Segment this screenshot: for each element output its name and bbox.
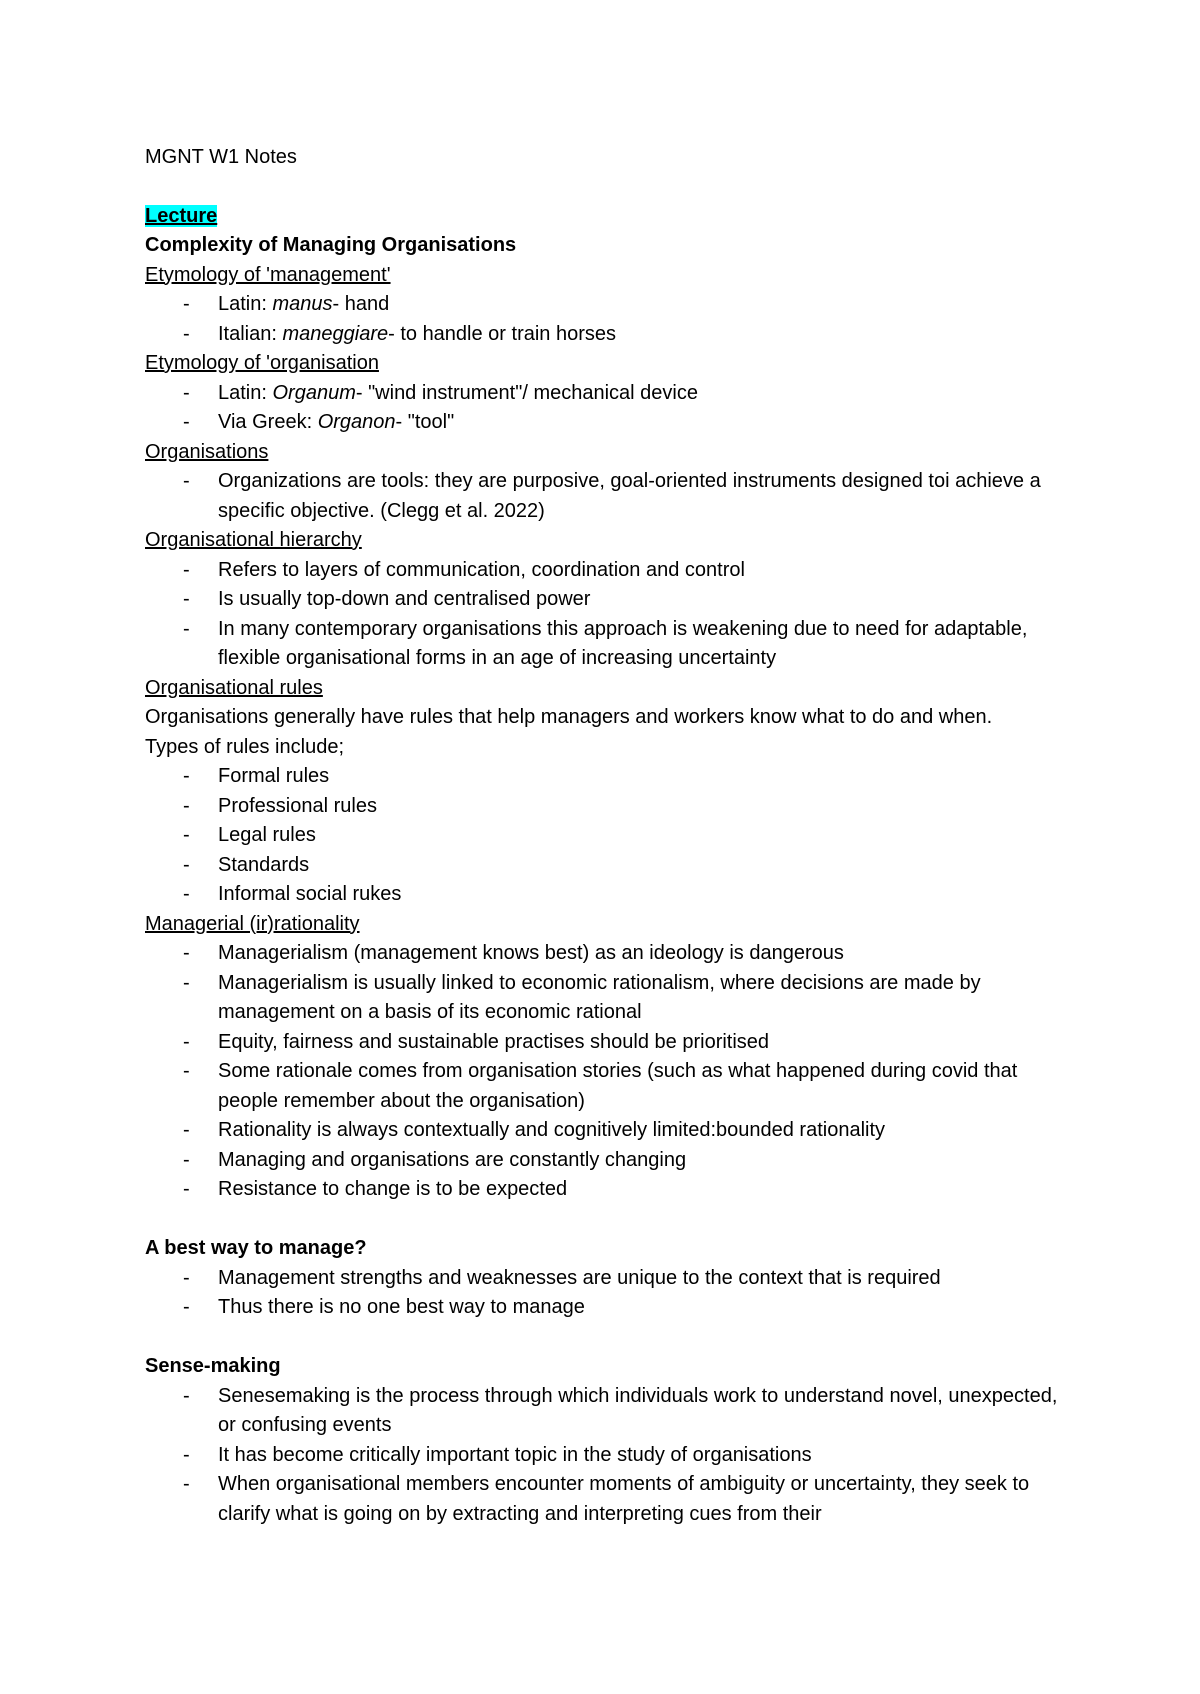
bullet-dash: -	[183, 942, 190, 964]
bullet-dash: -	[183, 1473, 190, 1495]
list-item: - Thus there is no one best way to manage	[145, 1293, 1065, 1323]
list-item: - Refers to layers of communication, coordination and control	[145, 556, 1065, 586]
list-item: - In many contemporary organisations this approach is weakening due to need for adaptable, flexible organisational forms in an age of increasing uncertainty	[145, 615, 1065, 674]
list-item: - Legal rules	[145, 821, 1065, 851]
list-item: - Latin: manus- hand	[145, 290, 1065, 320]
list-item: - Informal social rukes	[145, 880, 1065, 910]
bullet-dash: -	[183, 1296, 190, 1318]
bullet-dash: -	[183, 293, 190, 315]
list-item: - Senesemaking is the process through which individuals work to understand novel, unexpected, or confusing events	[145, 1382, 1065, 1441]
bullet-dash: -	[183, 470, 190, 492]
main-heading: Complexity of Managing Organisations	[145, 234, 517, 256]
document-title: MGNT W1 Notes	[145, 146, 297, 168]
bullet-dash: -	[183, 1266, 190, 1289]
bullet-dash: -	[183, 411, 190, 433]
list-item: - Resistance to change is to be expected	[145, 1175, 1065, 1205]
section-heading-rules: Organisational rules	[145, 676, 323, 699]
bullet-dash: -	[183, 853, 190, 876]
bullet-dash: -	[183, 1148, 190, 1171]
list-item: - Equity, fairness and sustainable practises should be prioritised	[145, 1028, 1065, 1058]
section-heading-best-way: A best way to manage?	[145, 1237, 367, 1259]
bullet-dash: -	[183, 1178, 190, 1200]
list-item: - Organizations are tools: they are purposive, goal-oriented instruments designed toi achieve a specific objective. (Clegg et al. 2022)	[145, 467, 1065, 526]
list-item: - Managerialism (management knows best) as an ideology is dangerous	[145, 939, 1065, 969]
bullet-dash: -	[183, 883, 190, 905]
bullet-dash: -	[183, 588, 190, 610]
list-item: - Managerialism is usually linked to economic rationalism, where decisions are made by management on a basis of its economic rational	[145, 969, 1065, 1028]
section-heading-sense-making: Sense-making	[145, 1355, 281, 1377]
bullet-dash: -	[183, 1060, 190, 1082]
list-item: - Via Greek: Organon- "tool"	[145, 408, 1065, 438]
bullet-dash: -	[183, 381, 190, 404]
list-item: - When organisational members encounter moments of ambiguity or uncertainty, they seek to clarify what is going on by extracting and interpreting cues from their	[145, 1470, 1065, 1529]
bullet-dash: -	[183, 617, 190, 640]
bullet-dash: -	[183, 971, 190, 994]
bullet-dash: -	[183, 794, 190, 817]
rules-intro: Organisations generally have rules that help managers and workers know what to do and when.	[145, 706, 993, 728]
list-item: - Management strengths and weaknesses are unique to the context that is required	[145, 1264, 1065, 1294]
section-heading-organisations: Organisations	[145, 440, 269, 463]
list-item: - Some rationale comes from organisation stories (such as what happened during covid that people remember about the organisation)	[145, 1057, 1065, 1116]
section-heading-rationality: Managerial (ir)rationality	[145, 912, 360, 935]
list-item: - Is usually top-down and centralised power	[145, 585, 1065, 615]
list-item: - Managing and organisations are constantly changing	[145, 1146, 1065, 1176]
bullet-dash: -	[183, 1119, 190, 1141]
list-item: - Italian: maneggiare- to handle or train horses	[145, 320, 1065, 350]
list-item: - Professional rules	[145, 792, 1065, 822]
blank-line	[145, 1205, 1065, 1235]
list-item: - Rationality is always contextually and cognitively limited:bounded rationality	[145, 1116, 1065, 1146]
rules-types-intro: Types of rules include;	[145, 735, 344, 758]
list-item: - Standards	[145, 851, 1065, 881]
list-item: - Formal rules	[145, 762, 1065, 792]
bullet-dash: -	[183, 322, 190, 345]
list-item: - Latin: Organum- "wind instrument"/ mechanical device	[145, 379, 1065, 409]
bullet-dash: -	[183, 765, 190, 787]
bullet-dash: -	[183, 1030, 190, 1053]
section-heading-etymology-management: Etymology of 'management'	[145, 263, 391, 286]
bullet-dash: -	[183, 1384, 190, 1407]
bullet-dash: -	[183, 1443, 190, 1466]
section-heading-hierarchy: Organisational hierarchy	[145, 529, 362, 551]
lecture-label: Lecture	[145, 204, 218, 227]
section-heading-etymology-organisation: Etymology of 'organisation	[145, 352, 379, 374]
blank-line	[145, 1323, 1065, 1353]
list-item: - It has become critically important topic in the study of organisations	[145, 1441, 1065, 1471]
bullet-dash: -	[183, 558, 190, 581]
bullet-dash: -	[183, 824, 190, 846]
document-body	[145, 143, 1065, 1529]
